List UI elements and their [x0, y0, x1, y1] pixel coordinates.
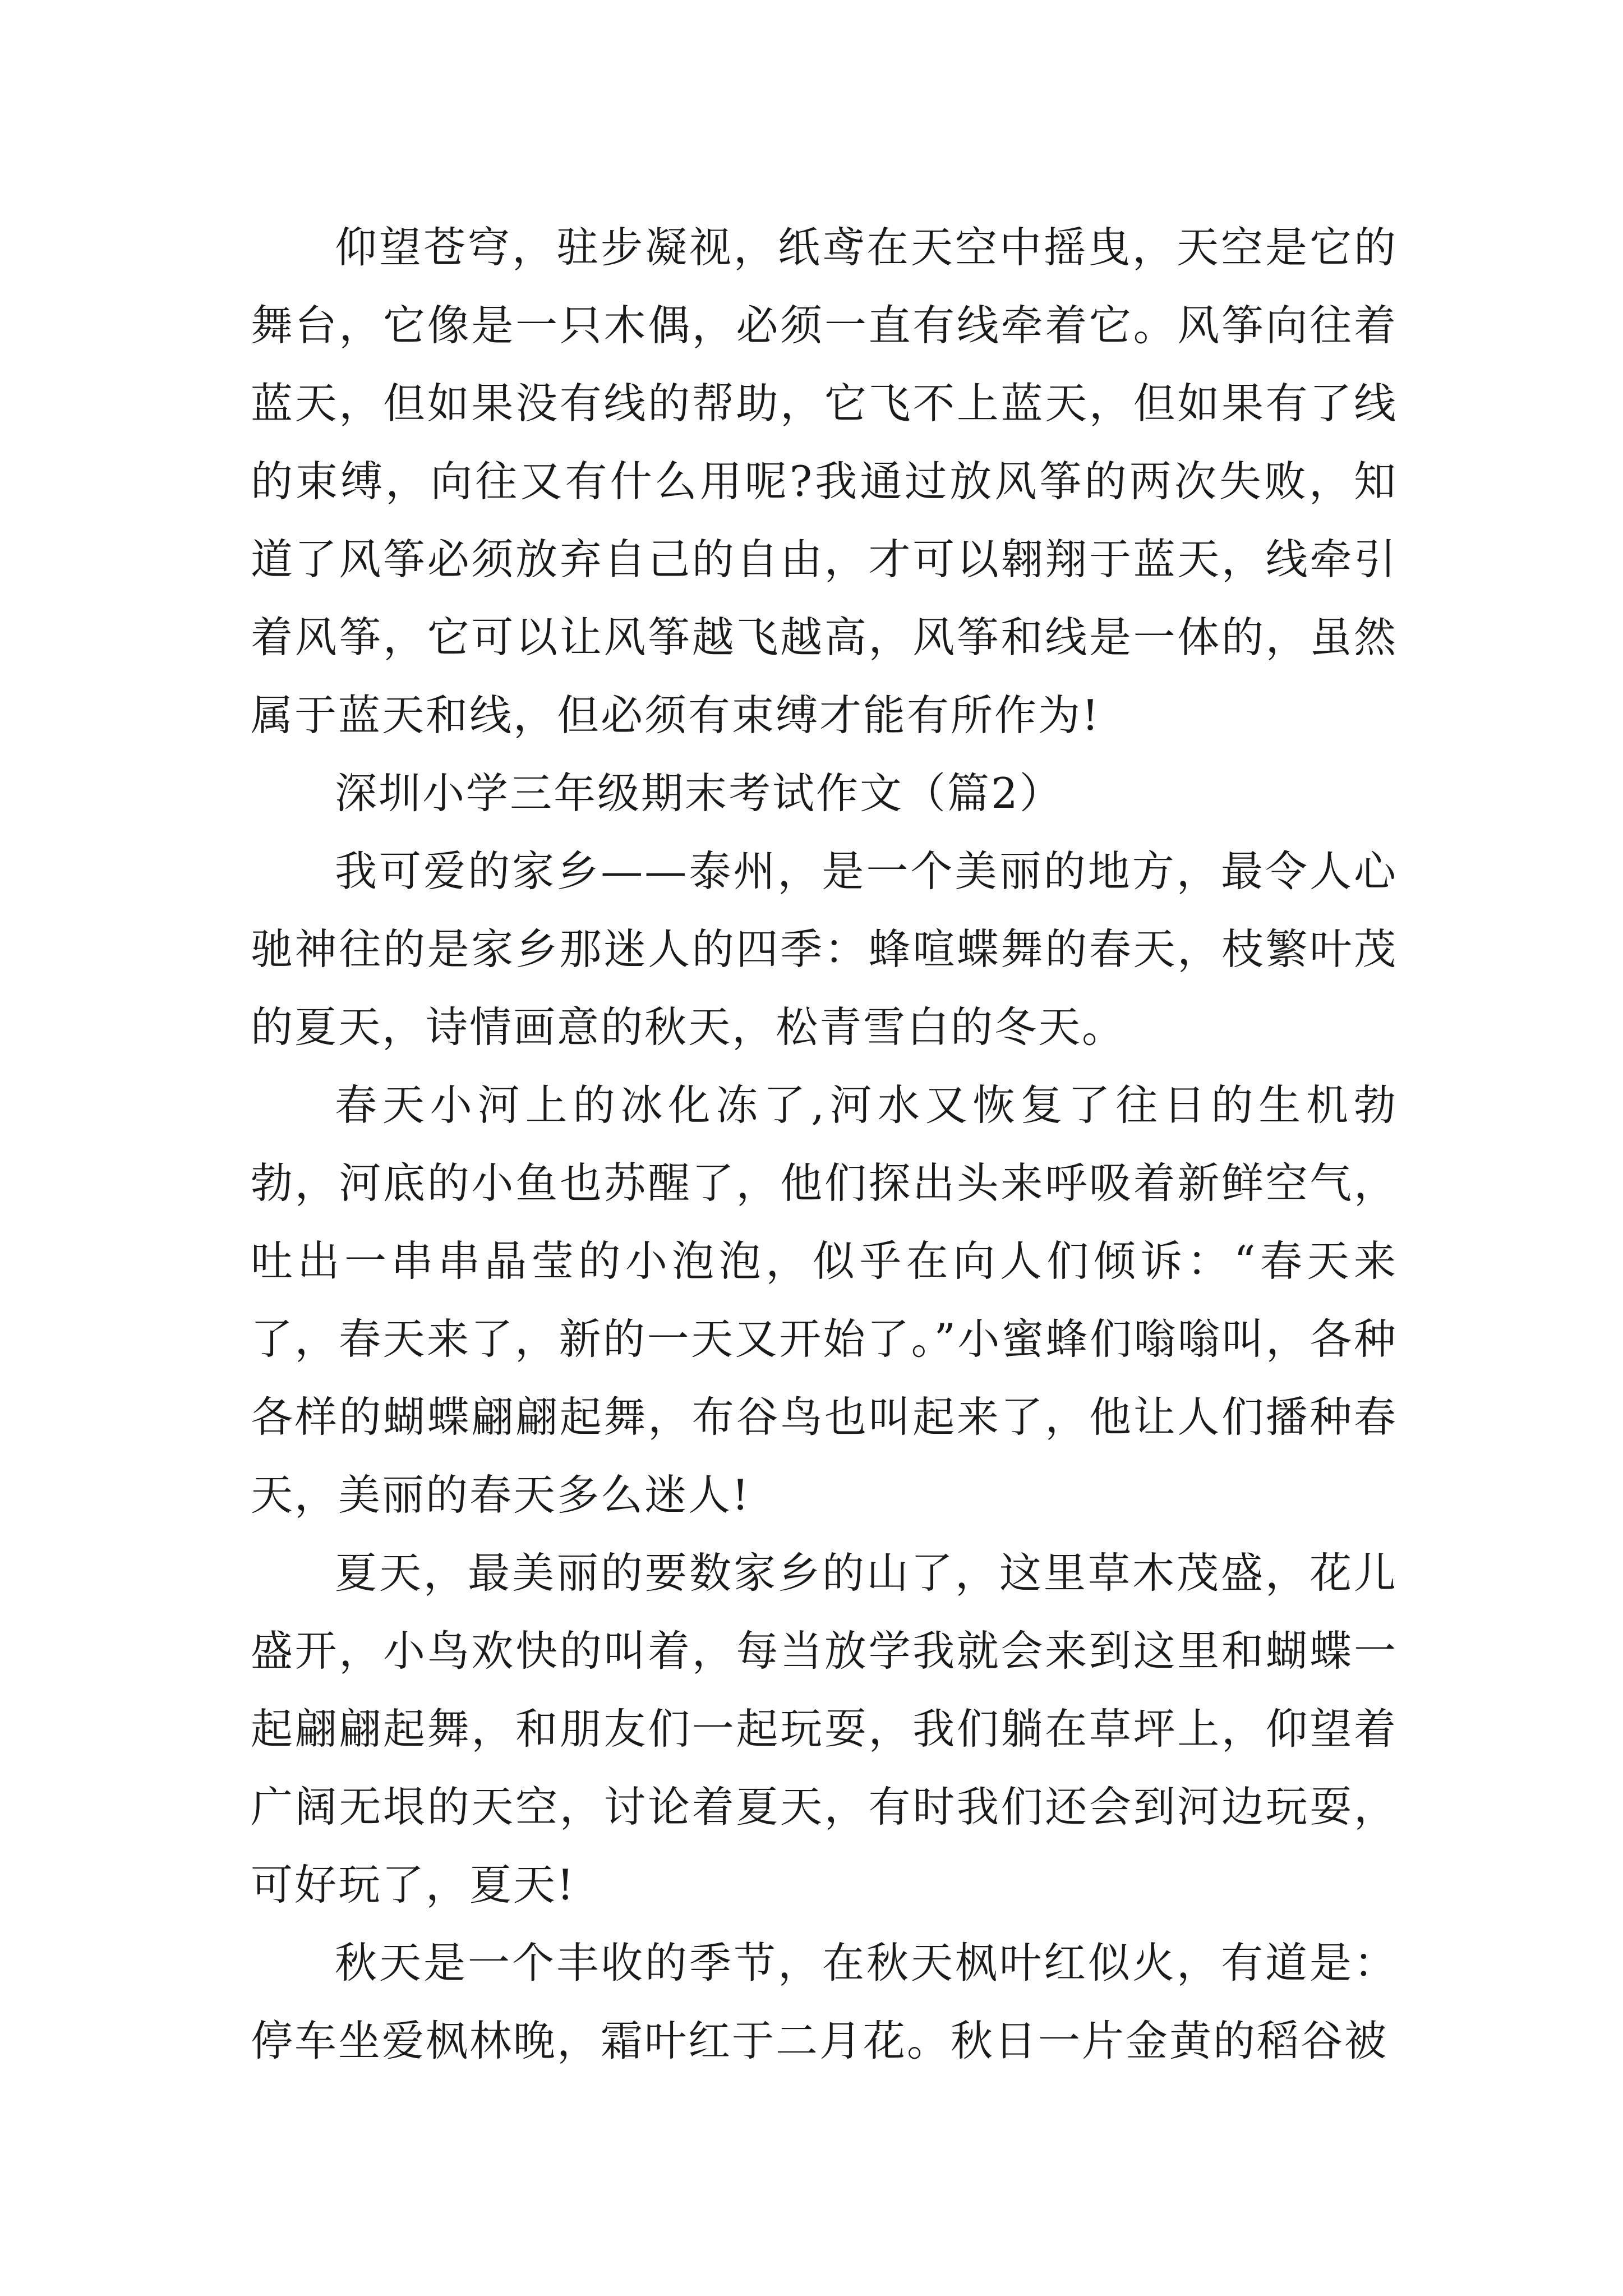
paragraph-autumn: 秋天是一个丰收的季节，在秋天枫叶红似火，有道是：停车坐爱枫林晚，霜叶红于二月花。秋日一片金黄的稻谷被	[251, 1938, 1398, 2065]
paragraph-summer: 夏天，最美丽的要数家乡的山了，这里草木茂盛，花儿盛开，小鸟欢快的叫着，每当放学我就会来到这里和蝴蝶一起翩翩起舞，和朋友们一起玩耍，我们躺在草坪上，仰望着广阔无垠的天空，讨论着夏天，有时我们还会到河边玩耍，可好玩了，夏天!	[251, 1548, 1398, 1910]
paragraph-spring: 春天小河上的冰化冻了,河水又恢复了往日的生机勃勃，河底的小鱼也苏醒了，他们探出头来呼吸着新鲜空气，吐出一串串晶莹的小泡泡，似乎在向人们倾诉：“春天来了，春天来了，新的一天又开始了。”小蜜蜂们嗡嗡叫，各种各样的蝴蝶翩翩起舞，布谷鸟也叫起来了，他让人们播种春天，美丽的春天多么迷人!	[251, 1080, 1398, 1520]
section-heading: 深圳小学三年级期末考试作文（篇2）	[335, 769, 1063, 818]
paragraph-kite: 仰望苍穹，驻步凝视，纸鸢在天空中摇曳，天空是它的舞台，它像是一只木偶，必须一直有线牵着它。风筝向往着蓝天，但如果没有线的帮助，它飞不上蓝天，但如果有了线的束缚，向往又有什么用呢?我通过放风筝的两次失败，知道了风筝必须放弃自己的自由，才可以翱翔于蓝天，线牵引着风筝，它可以让风筝越飞越高，风筝和线是一体的，虽然属于蓝天和线，但必须有束缚才能有所作为!	[251, 223, 1398, 740]
document-body	[251, 209, 1398, 2080]
paragraph-hometown-intro: 我可爱的家乡——泰州，是一个美丽的地方，最令人心驰神往的是家乡那迷人的四季：蜂喧蝶舞的春天，枝繁叶茂的夏天，诗情画意的秋天，松青雪白的冬天。	[251, 846, 1398, 1052]
